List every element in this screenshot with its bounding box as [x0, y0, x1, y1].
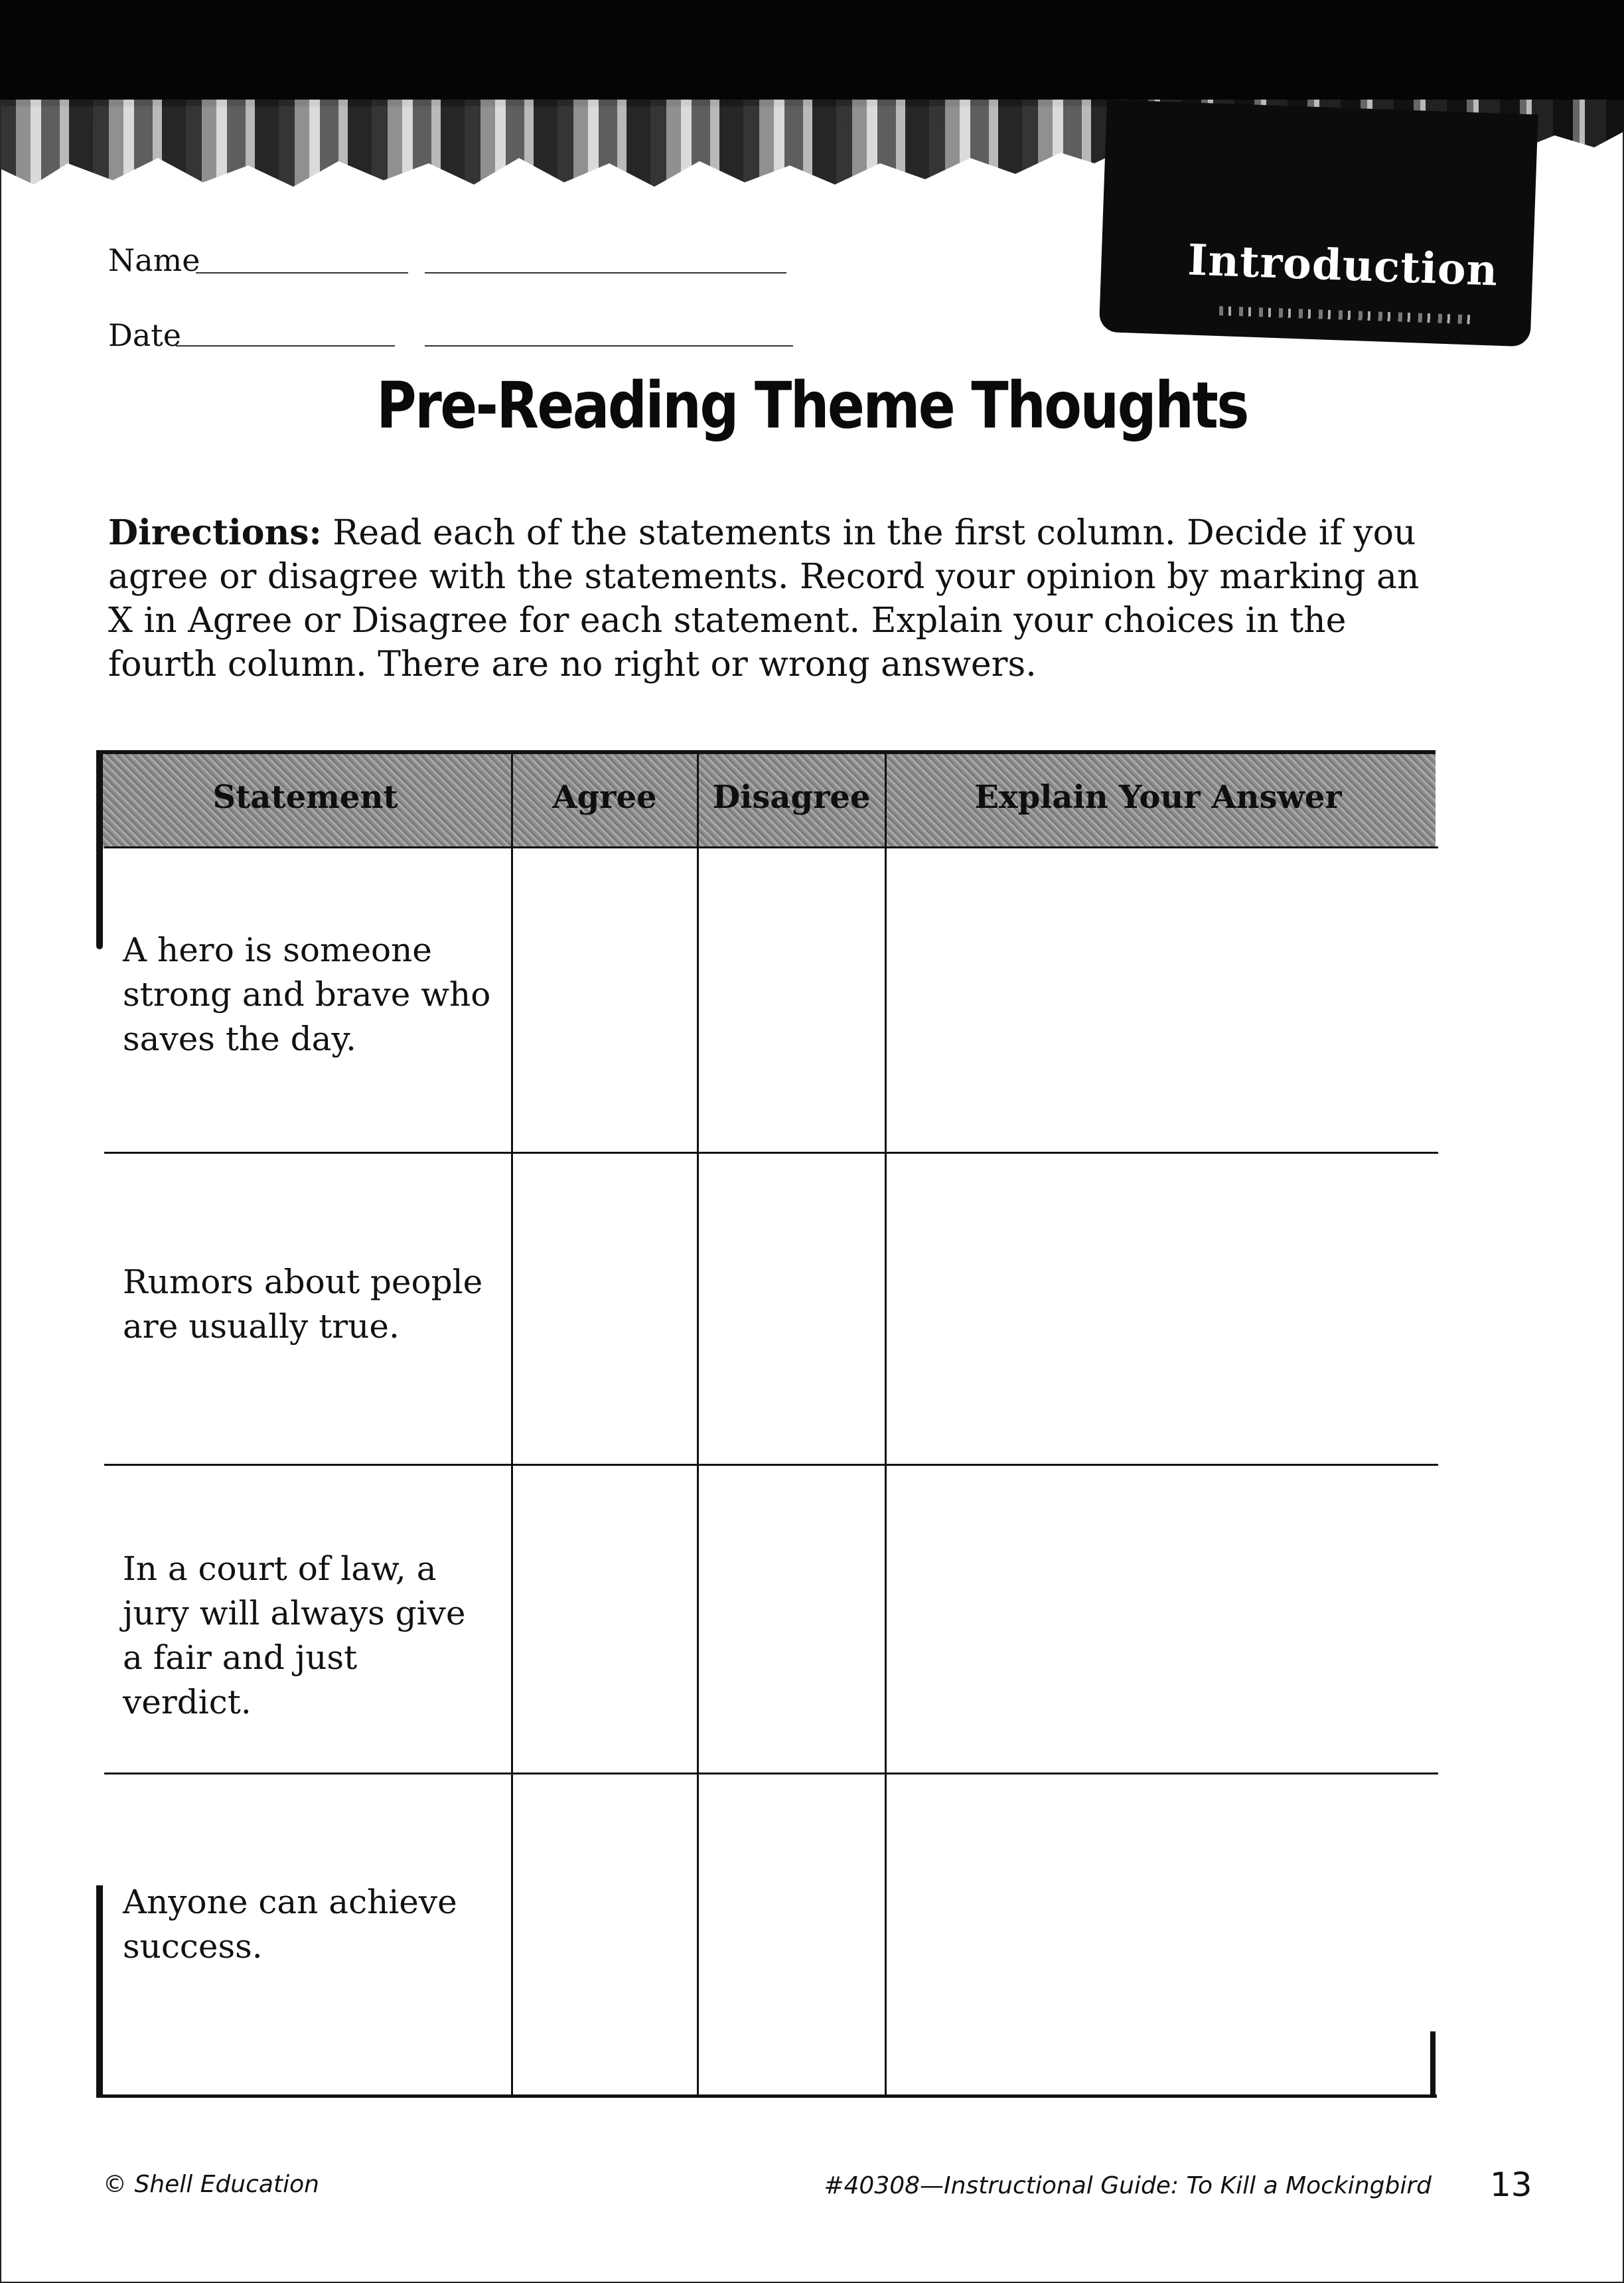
- directions-text: Read each of the statements in the first column. Decide if you agree or disagree with the statements. Record your opinion by marking an X in Agree or Disagree for each statement. Explain your choices in the fourth column. There are no right or wrong answers.: [108, 513, 1420, 684]
- date-line-1[interactable]: [176, 345, 395, 347]
- column-divider: [511, 750, 513, 2098]
- section-tab: [1099, 100, 1538, 347]
- row-divider: [104, 1152, 1438, 1154]
- column-header-explain: Explain Your Answer: [974, 779, 1342, 816]
- row-divider: [104, 846, 1438, 848]
- row-divider: [104, 1772, 1438, 1774]
- statement-cell: Anyone can achieve success.: [123, 1883, 457, 1966]
- directions-label: Directions:: [108, 512, 322, 553]
- date-line-2[interactable]: [425, 345, 793, 347]
- column-header-disagree: Disagree: [712, 779, 871, 816]
- statement-cell: A hero is someone strong and brave who saves the day.: [123, 931, 491, 1058]
- statement-cell: In a court of law, a jury will always give a fair and just verdict.: [123, 1549, 466, 1721]
- name-line-1[interactable]: [196, 272, 408, 274]
- page-title: Pre-Reading Theme Thoughts: [376, 368, 1248, 443]
- date-label: Date: [108, 317, 182, 353]
- table-right-corner: [1430, 2031, 1436, 2094]
- column-divider: [885, 750, 887, 2098]
- table-left-edge-bottom: [96, 1885, 103, 2098]
- theme-table: [96, 744, 1437, 2104]
- footer-copyright: © Shell Education: [103, 2171, 319, 2198]
- page-number: 13: [1490, 2165, 1532, 2204]
- row-divider: [104, 1464, 1438, 1466]
- decorative-banner: [0, 0, 1624, 106]
- tab-texture: [1219, 306, 1471, 324]
- table-bottom-border: [96, 2094, 1437, 2098]
- column-divider: [697, 750, 699, 2098]
- directions: [108, 511, 1449, 686]
- section-tab-label: Introduction: [1187, 235, 1499, 296]
- column-header-agree: Agree: [552, 779, 657, 816]
- column-header-statement: Statement: [212, 779, 398, 816]
- footer-guide-title: #40308—Instructional Guide: To Kill a Mockingbird: [824, 2172, 1432, 2199]
- statement-cell: Rumors about people are usually true.: [123, 1263, 483, 1346]
- name-label: Name: [108, 242, 200, 278]
- name-line-2[interactable]: [425, 272, 786, 274]
- table-left-edge: [96, 750, 103, 949]
